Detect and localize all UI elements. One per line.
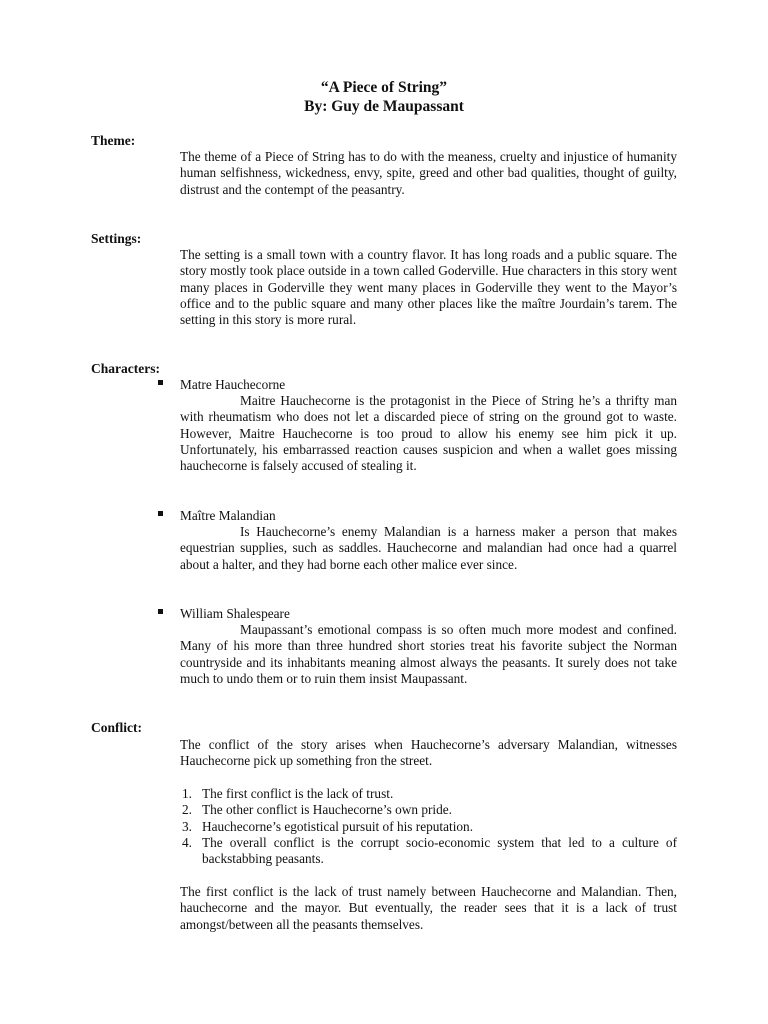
- settings-paragraph: The setting is a small town with a country flavor. It has long roads and a public square. The story mostly took place outside in a town called Goderville. Hue characters in this story went many places in Goderville they went many places in Goderville they went to the Mayor’s office and to the public square and many other places like the maître Jourdain’s tarem. The setting in this story is more rural.: [180, 247, 677, 328]
- characters-heading: Characters:: [91, 361, 160, 376]
- conflict-heading: Conflict:: [91, 720, 142, 735]
- list-item: 1. The first conflict is the lack of trust.: [182, 786, 394, 801]
- document-author: By: Guy de Maupassant: [304, 98, 464, 115]
- character-description: Maitre Hauchecorne is the protagonist in the Piece of String he’s a thrifty man with rheumatism who does not let a discarded piece of string on the ground got to waste. However, Maitre Hauchecorne is too proud to allow his enemy see him pick it up. Unfortunately, his embarrassed reaction causes suspicion and when a wallet goes missing hauchecorne is falsely accused of stealing it.: [180, 393, 677, 474]
- bullet-icon: [158, 609, 166, 617]
- document-title: “A Piece of String”: [320, 79, 448, 96]
- bullet-icon: [158, 380, 166, 388]
- conflict-list: [182, 786, 677, 867]
- character-description: Maupassant’s emotional compass is so often much more modest and confined. Many of his more than three hundred short stories treat his favorite subject the Norman countryside and its inhabitants meaning almost always the peasants. It surely does not take much to undo them or to ruin them insist Maupassant.: [180, 622, 677, 686]
- conflict-closing-paragraph: The first conflict is the lack of trust namely between Hauchecorne and Malandian. Then, hauchecorne and the mayor. But eventually, the reader sees that it is a lack of trust amongst/between all the peasants themselves.: [180, 884, 677, 932]
- character-name: William Shalespeare: [180, 606, 290, 621]
- list-item: 4. The overall conflict is the corrupt socio-economic system that led to a culture of backstabbing peasants.: [182, 834, 677, 867]
- character-name: Maître Malandian: [180, 508, 276, 523]
- conflict-intro: The conflict of the story arises when Hauchecorne’s adversary Malandian, witnesses Hauchecorne pick up something fron the street.: [180, 737, 677, 769]
- theme-heading: Theme:: [91, 133, 136, 148]
- list-item: 2. The other conflict is Hauchecorne’s own pride.: [182, 802, 452, 818]
- theme-paragraph: The theme of a Piece of String has to do with the meaness, cruelty and injustice of humanity human selfishness, wickedness, envy, spite, greed and other bad qualities, thought of guilty, distrust and the contempt of the peasantry.: [180, 149, 677, 197]
- character-description: Is Hauchecorne’s enemy Malandian is a harness maker a person that makes equestrian supplies, such as saddles. Hauchecorne and malandian had once had a quarrel about a halter, and they had borne each other malice ever since.: [180, 524, 677, 572]
- settings-heading: Settings:: [91, 231, 142, 246]
- list-item: 3. Hauchecorne’s egotistical pursuit of his reputation.: [182, 818, 474, 834]
- bullet-icon: [158, 511, 166, 519]
- title-block: [0, 78, 768, 116]
- character-name: Matre Hauchecorne: [180, 377, 286, 392]
